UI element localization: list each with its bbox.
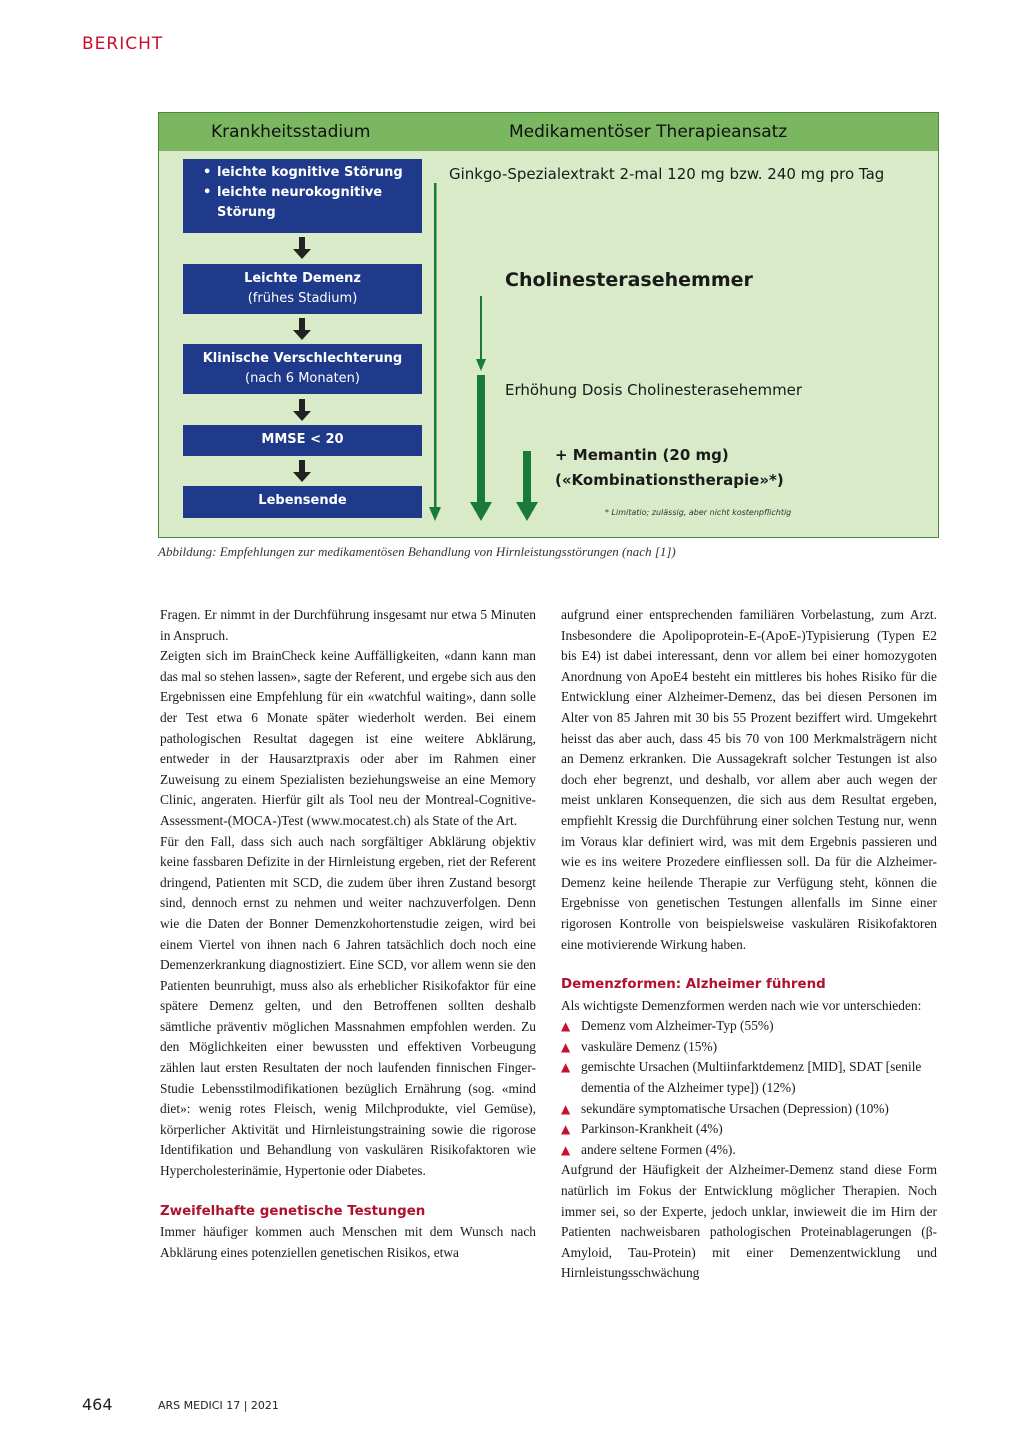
dementia-forms-list: [561, 1016, 937, 1160]
paragraph: Immer häufiger kommen auch Menschen mit dem Wunsch nach Abklärung eines potenziellen genetischen Risikos, etwa: [160, 1224, 536, 1260]
stage3-title: Klinische Verschlechterung: [202, 351, 403, 366]
stage2-sub: (frühes Stadium): [247, 291, 358, 306]
page-footer: [82, 1395, 279, 1414]
memantine-line1: + Memantin (20 mg): [555, 446, 729, 464]
spacer: [160, 1182, 536, 1202]
list-item: ▲ Demenz vom Alzheimer-Typ (55%): [561, 1016, 937, 1037]
stage1-item: • leichte kognitive Störung: [203, 163, 414, 183]
list-item: ▲ vaskuläre Demenz (15%): [561, 1037, 937, 1058]
paragraph: Für den Fall, dass sich auch nach sorgfältiger Abklärung objektiv keine fassbaren Defizite in der Hirnleistung ergeben, riet der Referent dringend, Patienten mit SCD, die zudem über ihren Zustand besorgt sind, dennoch ernst zu nehmen und weiter nachzuverfolgen. Denn wie die Daten der Bonner Demenzkohortenstudie zeigen, wird bei einem Viertel von ihnen nach 6 Jahren tatsächlich doch noch eine Demenzerkrankung diagnostiziert. Eine SCD, vor allem wenn sie den Patienten beunruhigt, muss also als erheblicher Risikofaktor für eine spätere Demenz gelten, und den Betroffenen sollten deshalb sämtliche präventiv möglichen Massnahmen empfohlen werden. Zu den Möglichkeiten einer bewussten und effektiven Vorbeugung zählen laut ersten Resultaten der noch laufenden finnischen Finger-Studie Lebensstilmodifikationen bezüglich Ernährung (sog. «mind diet»: wenig rotes Fleisch, wenig Milchprodukte, viel Gemüse), körperlicher Aktivität und Hirnleistungstraining sowie die rigorose Identifikation und Behandlung von vaskulären Risikofaktoren wie Hypercholesterinämie, Hypertonie oder Diabetes.: [160, 833, 536, 1179]
paragraph: aufgrund einer entsprechenden familiären Vorbelastung, zum Arzt. Insbesondere die Apolipoprotein-E-(ApoE-)Typisierung (Typen E2 bis E4) ist dabei interessant, denn vor allem bei einer homozygoten Anordnung von ApoE4 besteht ein mittleres bis hohes Risiko für die Entwicklung einer Alzheimer-Demenz, das bei diesen Personen im Alter von 85 Jahren mit 30 bis 55 Prozent beziffert wird. Umgekehrt heisst das aber auch, dass 45 bis 70 von 100 Merkmalsträgern nicht an Demenz erkranken. Die Aussagekraft solcher Testungen ist also doch eher begrenzt, und deshalb, vor allem aber auch wegen der meist unklaren Konsequenzen, die sich aus dem Resultat ergeben, empfiehlt Kressig die Durchführung einer solchen Testung nur, wenn im Voraus klar definiert wird, was mit dem Ergebnis passieren und wie es ins weitere Prozedere einfliessen soll. Da für die Alzheimer-Demenz keine heilende Therapie zur Verfügung steht, können die Ergebnisse von genetischen Testungen allenfalls im Sinne einer rigorosen Kontrolle von beispielsweise vaskulären Risikofaktoren eine motivierende Wirkung haben.: [561, 607, 937, 952]
section-label: BERICHT: [82, 34, 164, 54]
stage3-sub: (nach 6 Monaten): [245, 371, 360, 386]
paragraph: Als wichtigste Demenzformen werden nach wie vor unterschieden:: [561, 997, 922, 1013]
memantine-arrow-icon: [516, 451, 538, 521]
left-column: [160, 605, 536, 1263]
stage2-title: Leichte Demenz: [244, 271, 361, 286]
list-item: ▲ sekundäre symptomatische Ursachen (Depression) (10%): [561, 1099, 937, 1120]
treatment-figure: [158, 112, 939, 538]
list-item: ▲ gemischte Ursachen (Multiinfarktdemenz [MID], SDAT [senile dementia of the Alzheimer type]) (12%): [561, 1057, 937, 1098]
stage5-title: Lebensende: [258, 493, 347, 508]
figure-caption: Abbildung: Empfehlungen zur medikamentösen Behandlung von Hirnleistungsstörungen (nach [1]): [158, 544, 676, 559]
header-therapy: Medikamentöser Therapieansatz: [509, 122, 788, 142]
therapy-memantine: [555, 443, 784, 493]
spacer: [561, 955, 937, 975]
cholinesterase-arrow-icon: [476, 296, 486, 371]
memantine-line2: («Kombinationstherapie»*): [555, 471, 784, 489]
subheading-dementia-forms: Demenzformen: Alzheimer führend: [561, 977, 826, 993]
journal-name: ARS MEDICI 17 | 2021: [158, 1399, 279, 1412]
right-column: [561, 605, 937, 1284]
list-item: ▲ Parkinson-Krankheit (4%): [561, 1119, 937, 1140]
page-number: 464: [82, 1395, 113, 1414]
cholinesterase-long-arrow-icon: [470, 375, 492, 521]
figure-footnote: * Limitatio; zulässig, aber nicht kostenpflichtig: [605, 508, 792, 517]
paragraph: Zeigten sich im BrainCheck keine Auffälligkeiten, «dann kann man das mal so stehen lassen», sagte der Referent, und ergebe sich aus den Ergebnissen eine Empfehlung für ein «watchful waiting», dann solle der Test etwa 6 Monate später wiederholt werden. Bei einem pathologischen Resultat dagegen ist eine weitere Abklärung, entweder in der Hausarztpraxis oder aber im Rahmen einer Zuweisung zu einem Spezialisten beziehungsweise an eine Memory Clinic, angeraten. Hierfür gilt als Tool neu der Montreal-Cognitive-Assessment-(MOCA-)Test (www.mocatest.ch) als State of the Art.: [160, 648, 536, 828]
paragraph: Aufgrund der Häufigkeit der Alzheimer-Demenz stand diese Form natürlich im Fokus der Entwicklung möglicher Therapien. Noch immer sei, so der Experte, jedoch unklar, inwieweit die im Hirn der Patienten nachweisbaren pathologischen Proteinablagerungen (β-Amyloid, Tau-Protein) mit einer Demenzentwicklung und Hirnleistungsschwächung: [561, 1162, 937, 1281]
stage1-item: • leichte neurokognitive Störung: [203, 183, 414, 223]
therapy-cholinesterase: Cholinesterasehemmer: [505, 269, 753, 291]
therapy-ginkgo: Ginkgo-Spezialextrakt 2-mal 120 mg bzw. 240 mg pro Tag: [449, 165, 885, 183]
subheading-genetic: Zweifelhafte genetische Testungen: [160, 1203, 426, 1219]
header-stage: Krankheitsstadium: [211, 122, 371, 142]
stage4-title: MMSE < 20: [261, 432, 344, 447]
list-item: ▲ andere seltene Formen (4%).: [561, 1140, 937, 1161]
ginkgo-arrow-icon: [429, 183, 441, 521]
therapy-dose-increase: Erhöhung Dosis Cholinesterasehemmer: [505, 381, 803, 399]
paragraph: Fragen. Er nimmt in der Durchführung insgesamt nur etwa 5 Minuten in Anspruch.: [160, 607, 536, 643]
